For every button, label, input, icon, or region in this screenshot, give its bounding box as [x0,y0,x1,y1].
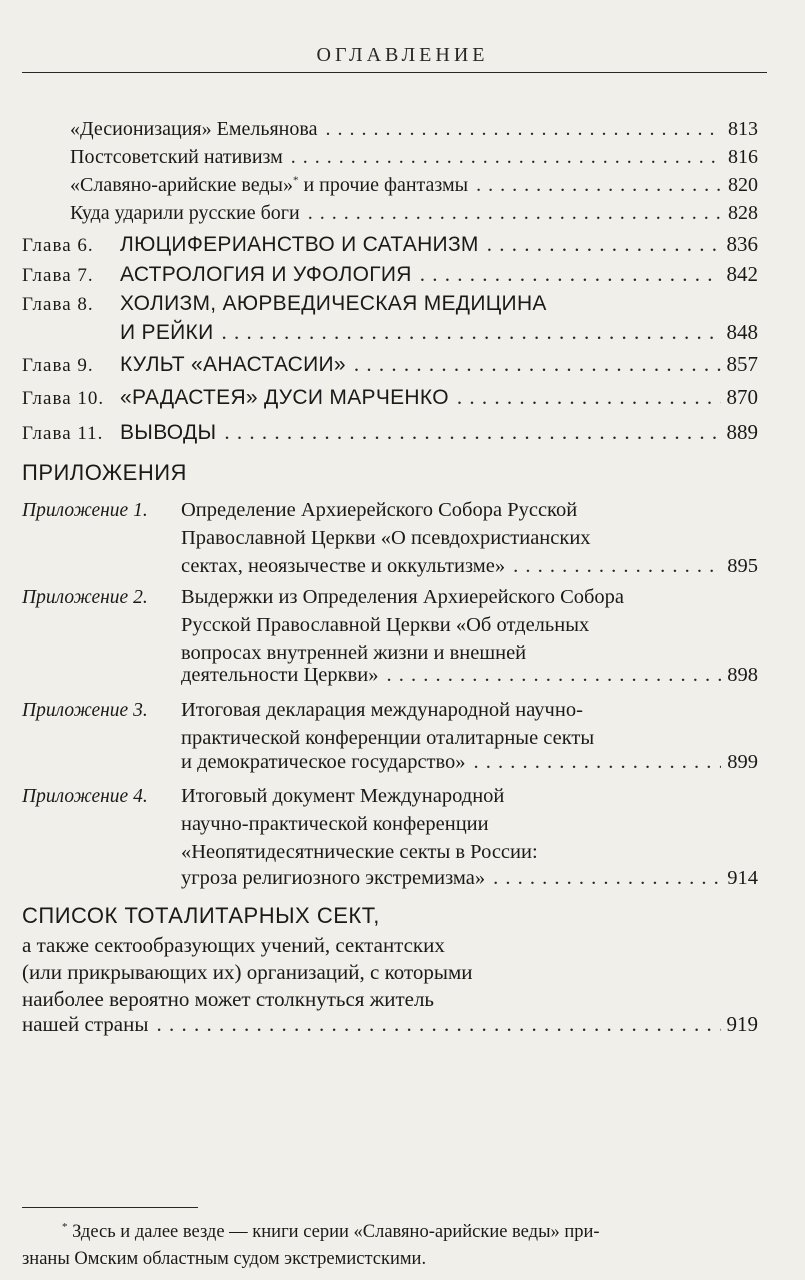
entry-title: «Славяно-арийские веды»* и прочие фантазмы [70,174,469,196]
footnote-line-1: * Здесь и далее везде — книги серии «Славяно-арийские веды» при- [62,1220,600,1242]
appendix-3-line[interactable]: Итоговая декларация международной научно- [181,699,583,721]
entry-title: Постсоветский нативизм [70,146,283,168]
chapter-title: ЛЮЦИФЕРИАНСТВО И САТАНИЗМ [120,233,479,256]
entry-title: Куда ударили русские боги [70,202,300,224]
dot-leader [308,202,722,225]
dot-leader [493,867,721,890]
dot-leader [156,1012,720,1037]
footnote-line-2: знаны Омским областным судом экстремистскими. [22,1249,427,1269]
sect-list-line: наиболее вероятно может столкнуться житель [22,987,435,1011]
entry-page: 820 [728,174,758,196]
entry-page: 828 [728,202,758,224]
toc-chapter-10[interactable] [22,385,758,410]
chapter-title: ВЫВОДЫ [120,421,217,444]
dot-leader [354,352,721,377]
toc-chapter-11[interactable] [22,420,758,445]
appendix-3-line[interactable]: практической конференции оталитарные секты [181,727,595,749]
dot-leader [476,174,722,197]
chapter-label: Глава 7. [22,265,94,286]
dot-leader [420,262,721,287]
entry-title: «Десионизация» Емельянова [70,118,318,140]
chapter-page: 836 [726,232,758,256]
appendices-heading: ПРИЛОЖЕНИЯ [22,460,187,485]
appendix-4-line[interactable]: Итоговый документ Международной [181,785,505,807]
header-rule [22,72,767,73]
dot-leader [387,664,722,687]
appendix-line: деятельности Церкви» [181,664,379,686]
dot-leader [474,751,722,774]
appendix-line: сектах, неоязычестве и оккультизме» [181,555,506,577]
footnote-mark: * [62,1220,68,1233]
appendix-2-line[interactable]: вопросах внутренней жизни и внешней [181,642,527,664]
chapter-title-cont: И РЕЙКИ [120,321,214,344]
appendix-line: и демократическое государство» [181,751,466,773]
chapter-title: АСТРОЛОГИЯ И УФОЛОГИЯ [120,263,412,286]
dot-leader [224,420,720,445]
running-head: ОГЛАВЛЕНИЕ [316,44,489,66]
chapter-label: Глава 10. [22,388,105,409]
toc-entry-slavic-vedas[interactable] [70,174,758,197]
dot-leader [457,385,721,410]
sect-list-last-line[interactable] [22,1012,758,1037]
appendix-2-line[interactable]: Русской Православной Церкви «Об отдельных [181,614,590,636]
chapter-label: Глава 6. [22,235,94,256]
toc-chapter-8-line1[interactable] [22,292,758,316]
appendix-2-line[interactable]: Выдержки из Определения Архиерейского Собора [181,586,625,608]
toc-chapter-7[interactable] [22,262,758,287]
sect-list-line: нашей страны [22,1012,149,1036]
dot-leader [221,320,720,345]
appendix-line: угроза религиозного экстремизма» [181,867,486,889]
sect-list-page: 919 [726,1012,758,1036]
appendix-1-last-line[interactable] [181,555,758,578]
dot-leader [487,232,721,257]
chapter-page: 842 [726,262,758,286]
chapter-title: «РАДАСТЕЯ» ДУСИ МАРЧЕНКО [120,386,449,409]
chapter-title: ХОЛИЗМ, АЮРВЕДИЧЕСКАЯ МЕДИЦИНА [120,292,547,315]
appendix-page: 898 [727,664,758,686]
toc-chapter-9[interactable] [22,352,758,377]
dot-leader [291,146,722,169]
chapter-page: 870 [726,385,758,409]
chapter-page: 889 [726,420,758,444]
sect-list-heading[interactable]: СПИСОК ТОТАЛИТАРНЫХ СЕКТ, [22,903,380,928]
toc-chapter-8-line2[interactable] [22,320,758,345]
appendix-2-last-line[interactable] [181,664,758,687]
toc-entry-russian-gods[interactable] [70,202,758,225]
chapter-label: Глава 8. [22,294,94,315]
entry-page: 816 [728,146,758,168]
appendix-4-last-line[interactable] [181,867,758,890]
toc-entry-emelyanov[interactable] [70,118,758,141]
dot-leader [513,555,721,578]
appendix-page: 899 [727,751,758,773]
appendix-1-label: Приложение 1. [22,500,148,521]
appendix-4-label: Приложение 4. [22,786,148,807]
dot-leader [325,118,722,141]
appendix-4-line[interactable]: научно-практической конференции [181,813,489,835]
toc-chapter-6[interactable] [22,232,758,257]
appendix-4-line[interactable]: «Неопятидесятнические секты в России: [181,841,538,863]
chapter-label: Глава 9. [22,355,94,376]
appendix-3-last-line[interactable] [181,751,758,774]
footnote-rule [22,1207,198,1208]
chapter-page: 848 [726,320,758,344]
appendix-page: 895 [727,555,758,577]
chapter-label: Глава 11. [22,423,104,444]
sect-list-line: (или прикрывающих их) организаций, с которыми [22,960,473,984]
appendix-3-label: Приложение 3. [22,700,148,721]
chapter-title: КУЛЬТ «АНАСТАСИИ» [120,353,346,376]
toc-entry-nativism[interactable] [70,146,758,169]
appendix-1-line[interactable]: Определение Архиерейского Собора Русской [181,499,578,521]
appendix-page: 914 [727,867,758,889]
footnote-mark: * [292,174,299,187]
sect-list-line: а также сектообразующих учений, сектантских [22,933,445,957]
appendix-2-label: Приложение 2. [22,587,148,608]
appendix-1-line[interactable]: Православной Церкви «О псевдохристианских [181,527,591,549]
chapter-page: 857 [726,352,758,376]
entry-page: 813 [728,118,758,140]
